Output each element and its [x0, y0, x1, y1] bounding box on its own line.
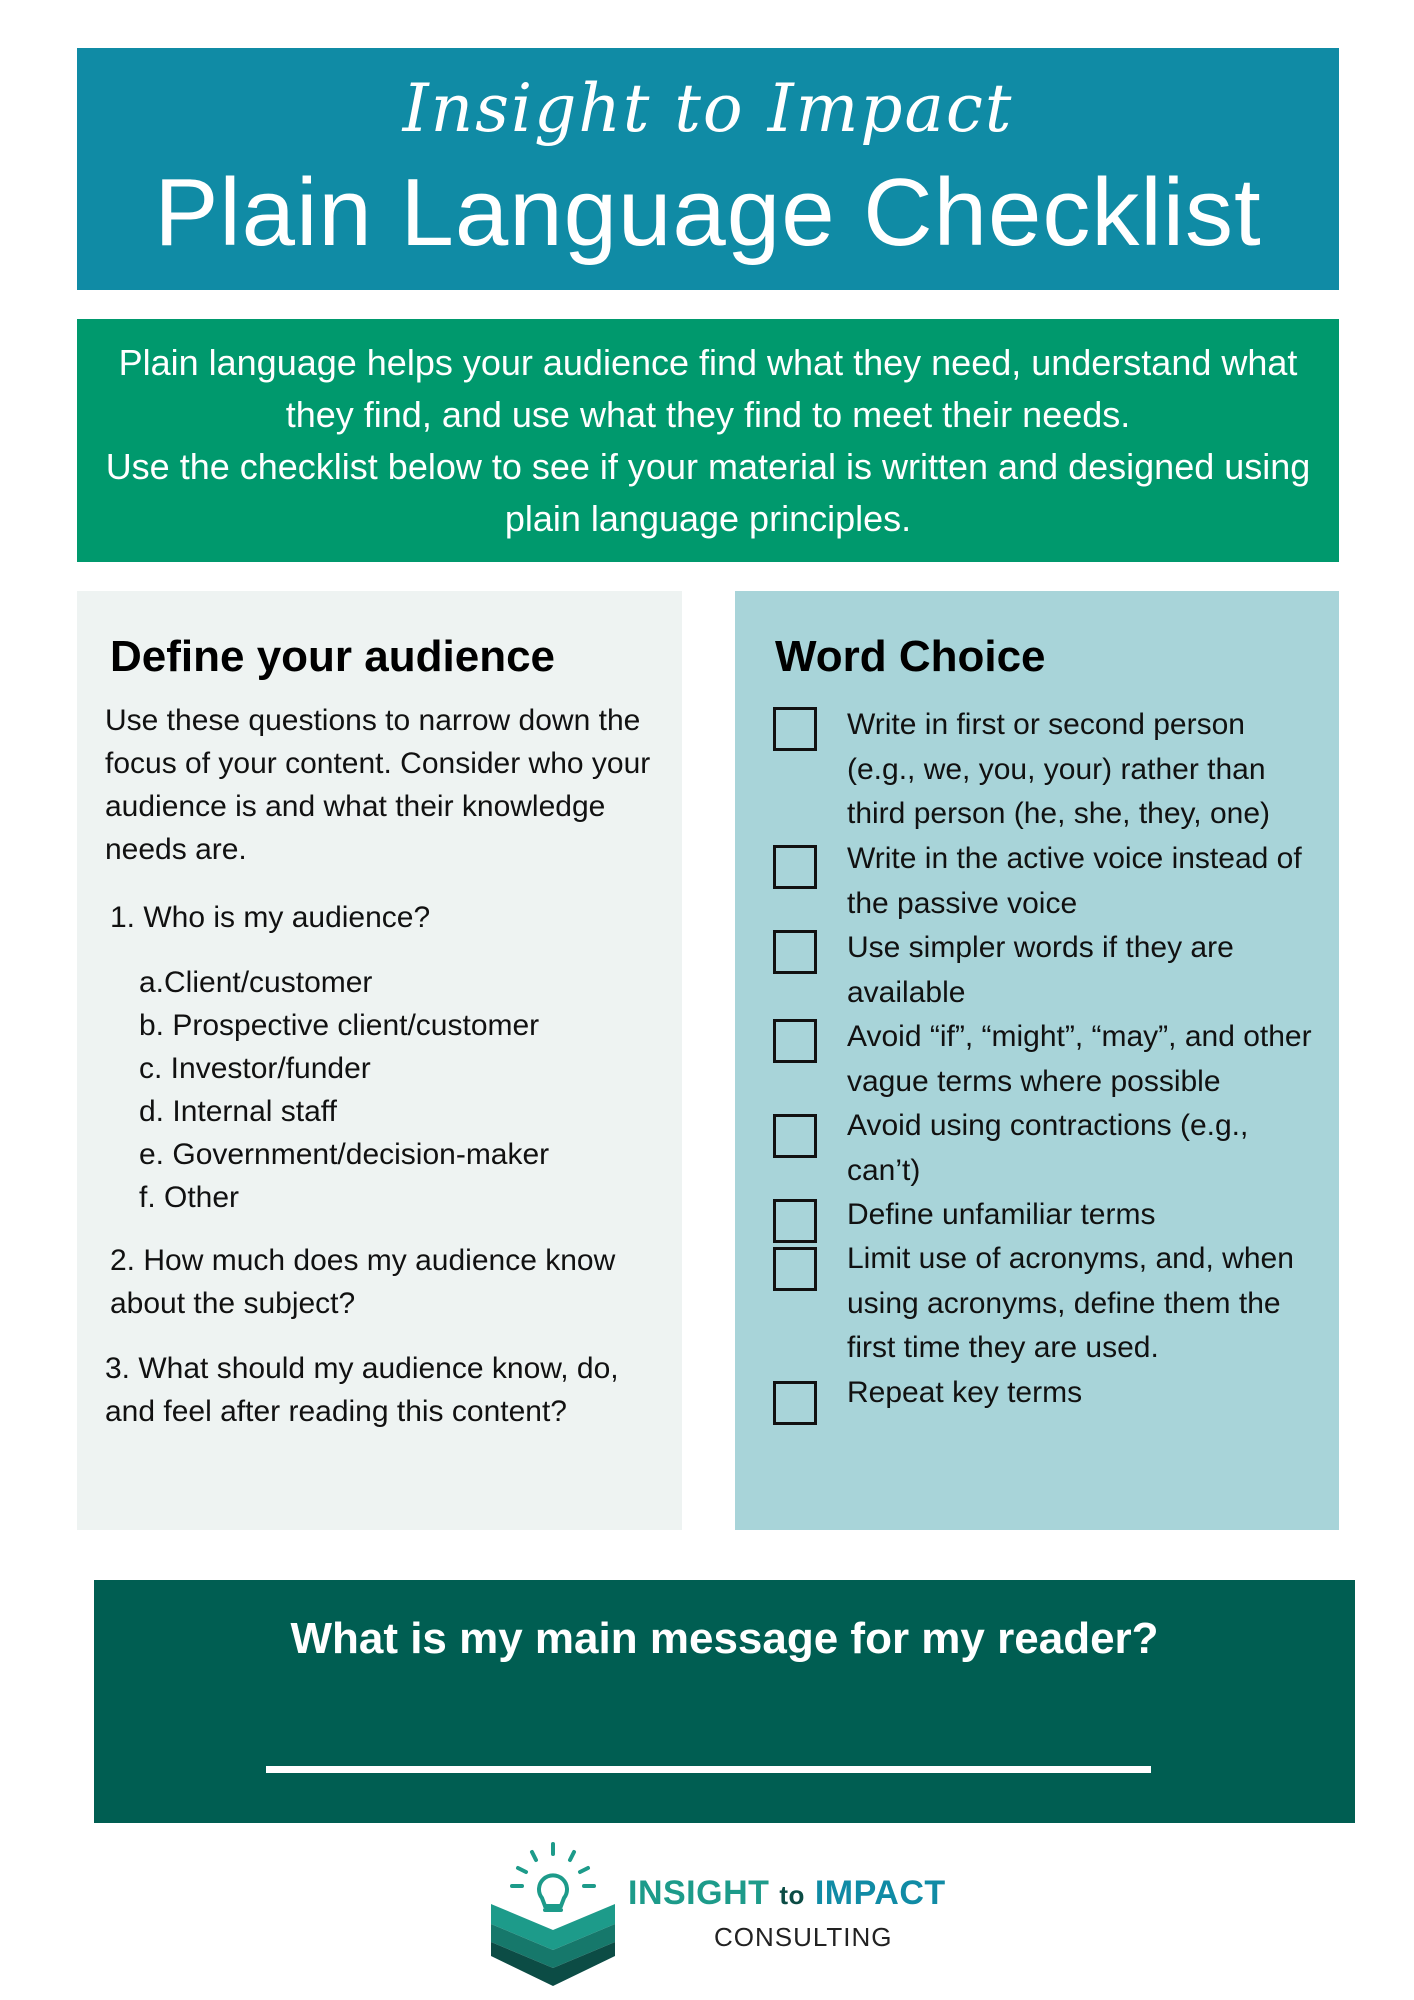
lightbulb-icon [488, 1838, 618, 1988]
audience-panel [77, 591, 682, 1530]
audience-option: a.Client/customer [139, 966, 373, 999]
company-logo [488, 1838, 968, 1988]
checkbox[interactable] [773, 707, 817, 751]
intro-line: plain language principles. [504, 498, 912, 539]
checklist-item-text: Repeat key terms [847, 1376, 1083, 1409]
word-choice-title: Word Choice [775, 632, 1046, 681]
intro-banner [77, 319, 1339, 562]
intro-line: they find, and use what they find to meet their needs. [285, 394, 1131, 435]
audience-option: c. Investor/funder [139, 1052, 371, 1085]
intro-line: Use the checklist below to see if your material is written and designed using [105, 446, 1311, 487]
logo-wordmark [628, 1874, 946, 1913]
logo-word-impact: IMPACT [814, 1874, 946, 1912]
checklist-item-text: Avoid using contractions (e.g., can’t) [847, 1109, 1249, 1187]
checklist-item-text: Avoid “if”, “might”, “may”, and other vague terms where possible [847, 1020, 1312, 1098]
audience-option: d. Internal staff [139, 1095, 337, 1128]
audience-option: b. Prospective client/customer [139, 1009, 540, 1042]
answer-line[interactable] [266, 1766, 1151, 1773]
audience-intro: Use these questions to narrow down the focus of your content. Consider who your audience is and what their knowledge needs are. [105, 704, 651, 866]
main-message-question: What is my main message for my reader? [290, 1614, 1159, 1663]
question-3: 3. What should my audience know, do, and feel after reading this content? [105, 1352, 619, 1428]
checklist-item-text: Define unfamiliar terms [847, 1198, 1156, 1231]
main-message-box [94, 1580, 1355, 1823]
question-1: 1. Who is my audience? [110, 901, 431, 934]
title-banner [77, 48, 1339, 290]
audience-options [139, 961, 549, 1219]
checkbox[interactable] [773, 1019, 817, 1063]
audience-option: f. Other [139, 1181, 240, 1214]
checklist-item-text: Write in the active voice instead of the passive voice [847, 842, 1302, 920]
checkbox[interactable] [773, 1247, 817, 1291]
question-2: 2. How much does my audience know about the subject? [110, 1244, 616, 1320]
page-title: Plain Language Checklist [154, 159, 1262, 266]
intro-line: Plain language helps your audience find what they need, understand what [118, 342, 1298, 383]
checkbox[interactable] [773, 1199, 817, 1243]
checkbox[interactable] [773, 1381, 817, 1425]
audience-option: e. Government/decision-maker [139, 1138, 550, 1171]
audience-title: Define your audience [110, 632, 556, 681]
logo-word-insight: INSIGHT [628, 1874, 770, 1912]
checklist-item-text: Write in first or second person (e.g., we, you, your) rather than third person (he, she, they, one) [847, 708, 1271, 830]
checkbox[interactable] [773, 1114, 817, 1158]
logo-word-consulting: CONSULTING [714, 1922, 893, 1952]
checklist-item-text: Use simpler words if they are available [847, 931, 1234, 1009]
word-choice-panel [735, 591, 1339, 1530]
checkbox[interactable] [773, 845, 817, 889]
logo-word-to: to [779, 1880, 805, 1910]
checklist-item-text: Limit use of acronyms, and, when using acronyms, define them the first time they are used. [847, 1242, 1294, 1364]
script-subtitle: Insight to Impact [402, 70, 1014, 147]
checkbox[interactable] [773, 930, 817, 974]
